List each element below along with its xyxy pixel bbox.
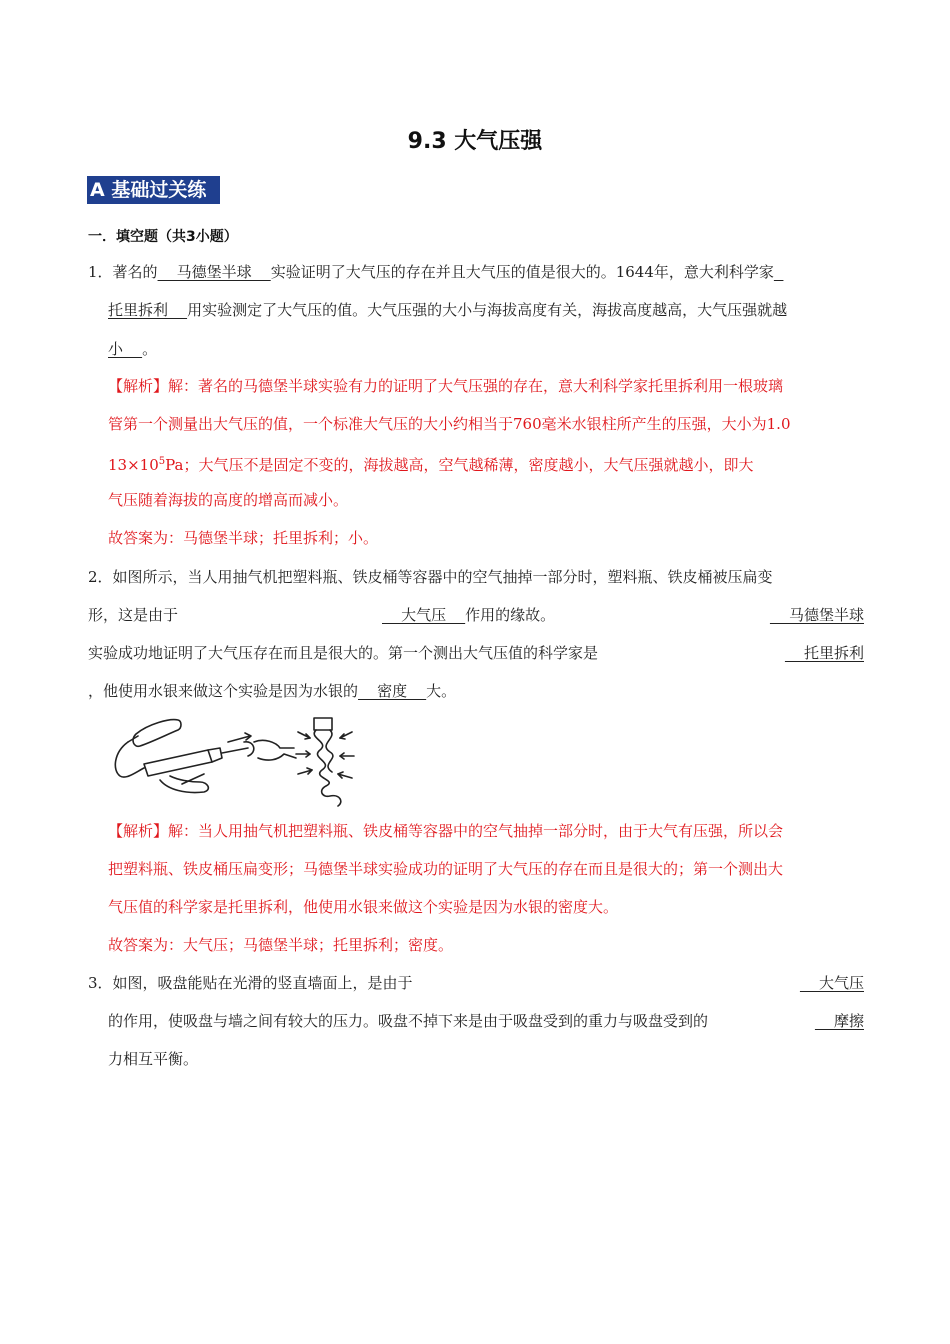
q1-explanation-text: Pa；大气压不是固定不变的，海拔越高，空气越稀薄，密度越小，大气压强就越小，即大 (165, 456, 754, 474)
q2-line-2-left: 形，这是由于 (88, 606, 179, 624)
q1-exponent: 5 (158, 456, 166, 467)
q2-explanation-1: 【解析】解：当人用抽气机把塑料瓶、铁皮桶等容器中的空气抽掉一部分时，由于大气有压强，所以会 (108, 822, 784, 840)
q1-answer-blank-trail (774, 263, 784, 281)
q2-answer-blank-4: 密度 (358, 682, 427, 700)
q1-line-2 (108, 300, 787, 320)
q3-line-1-right (800, 973, 864, 993)
q3-line-1-left: 3．如图，吸盘能贴在光滑的竖直墙面上，是由于 (88, 974, 413, 992)
q2-line-3-right (785, 643, 864, 663)
q1-answer-blank-3: 小 (108, 340, 143, 358)
q2-explanation-3: 气压值的科学家是托里拆利，他使用水银来做这个实验是因为水银的密度大。 (108, 898, 619, 916)
q2-explanation-2: 把塑料瓶、铁皮桶压扁变形；马德堡半球实验成功的证明了大气压的存在而且是很大的；第一个测出大 (108, 860, 784, 878)
q1-explanation-1: 【解析】解：著名的马德堡半球实验有力的证明了大气压强的存在，意大利科学家托里拆利用一根玻璃 (108, 377, 784, 395)
section-banner: A 基础过关练 (87, 176, 220, 204)
q3-answer-blank-2: 摩擦 (814, 1012, 864, 1030)
q1-explanation-text: 13×10 (108, 456, 159, 474)
q2-answer-blank-1: 大气压 (382, 606, 466, 624)
q1-explanation-4: 气压随着海拔的高度的增高而减小。 (108, 491, 349, 509)
q1-line-3 (108, 339, 157, 359)
q1-answer-summary: 故答案为：马德堡半球；托里拆利；小。 (108, 529, 379, 547)
q2-line-2-mid (382, 605, 555, 625)
vacuum-pump-figure (108, 712, 358, 812)
q1-answer-blank-2: 托里拆利 (108, 301, 188, 319)
q1-explanation-3 (108, 452, 754, 475)
q2-line-1: 2．如图所示，当人用抽气机把塑料瓶、铁皮桶等容器中的空气抽掉一部分时，塑料瓶、铁皮桶被压扁变 (88, 568, 773, 586)
page-title: 9.3 大气压强 (407, 129, 543, 154)
q2-line-4 (88, 681, 456, 701)
q1-text: 实验证明了大气压的存在并且大气压的值是很大的。1644年，意大利科学家 (270, 263, 774, 281)
section-heading: 一．填空题（共3小题） (88, 229, 238, 245)
q2-line-2-right (770, 605, 864, 625)
q1-answer-blank-1: 马德堡半球 (157, 263, 271, 281)
q3-line-3: 力相互平衡。 (108, 1050, 199, 1068)
q1-text: 。 (142, 340, 158, 358)
q3-answer-blank-1: 大气压 (799, 974, 864, 992)
q2-line-3-left: 实验成功地证明了大气压存在而且是很大的。第一个测出大气压值的科学家是 (88, 644, 599, 662)
q2-answer-summary: 故答案为：大气压；马德堡半球；托里拆利；密度。 (108, 936, 454, 954)
q1-text: 用实验测定了大气压的值。大气压强的大小与海拔高度有关，海拔高度越高，大气压强就越 (187, 301, 788, 319)
q2-text: ，他使用水银来做这个实验是因为水银的 (88, 682, 359, 700)
q1-line-1 (88, 262, 783, 282)
q2-text: 大。 (426, 682, 457, 700)
q2-answer-blank-3: 托里拆利 (784, 644, 864, 662)
q2-answer-blank-2: 马德堡半球 (769, 606, 864, 624)
q1-explanation-2: 管第一个测量出大气压的值，一个标准大气压的大小约相当于760毫米水银柱所产生的压强，大小为1.0 (108, 415, 791, 433)
q3-line-2-left: 的作用，使吸盘与墙之间有较大的压力。吸盘不掉下来是由于吸盘受到的重力与吸盘受到的 (108, 1012, 709, 1030)
q3-line-2-right (815, 1011, 864, 1031)
q1-text: 1．著名的 (88, 263, 158, 281)
q2-text: 作用的缘故。 (465, 606, 556, 624)
